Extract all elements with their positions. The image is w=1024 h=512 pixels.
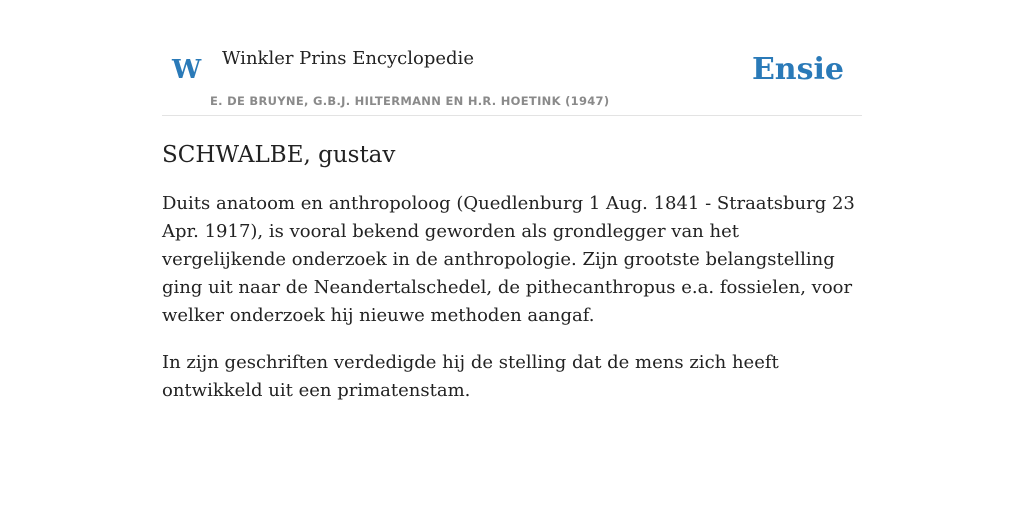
book-title[interactable]: Winkler Prins Encyclopedie [222, 48, 474, 69]
page [162, 0, 862, 405]
book-header [162, 44, 862, 116]
ensie-brand-logo[interactable]: Ensie [751, 52, 844, 87]
entry-paragraph: In zijn geschriften verdedigde hij de stelling dat de mens zich heeft ontwikkeld uit een primatenstam. [162, 352, 779, 401]
book-logo[interactable]: W [172, 55, 202, 85]
entry-body [162, 190, 862, 405]
entry-paragraph: Duits anatoom en anthropoloog (Quedlenburg 1 Aug. 1841 - Straatsburg 23 Apr. 1917), is vooral bekend geworden als grondlegger van het vergelijkende onderzoek in de anthropologie. Zijn grootste belangstelling ging uit naar de Neandertalschedel, de pithecanthropus e.a. fossielen, voor welker onderzoek hij nieuwe methoden aangaf. [162, 193, 855, 326]
entry-title: SCHWALBE, gustav [162, 142, 396, 168]
book-authors: E. DE BRUYNE, G.B.J. HILTERMANN EN H.R. HOETINK (1947) [210, 94, 610, 108]
